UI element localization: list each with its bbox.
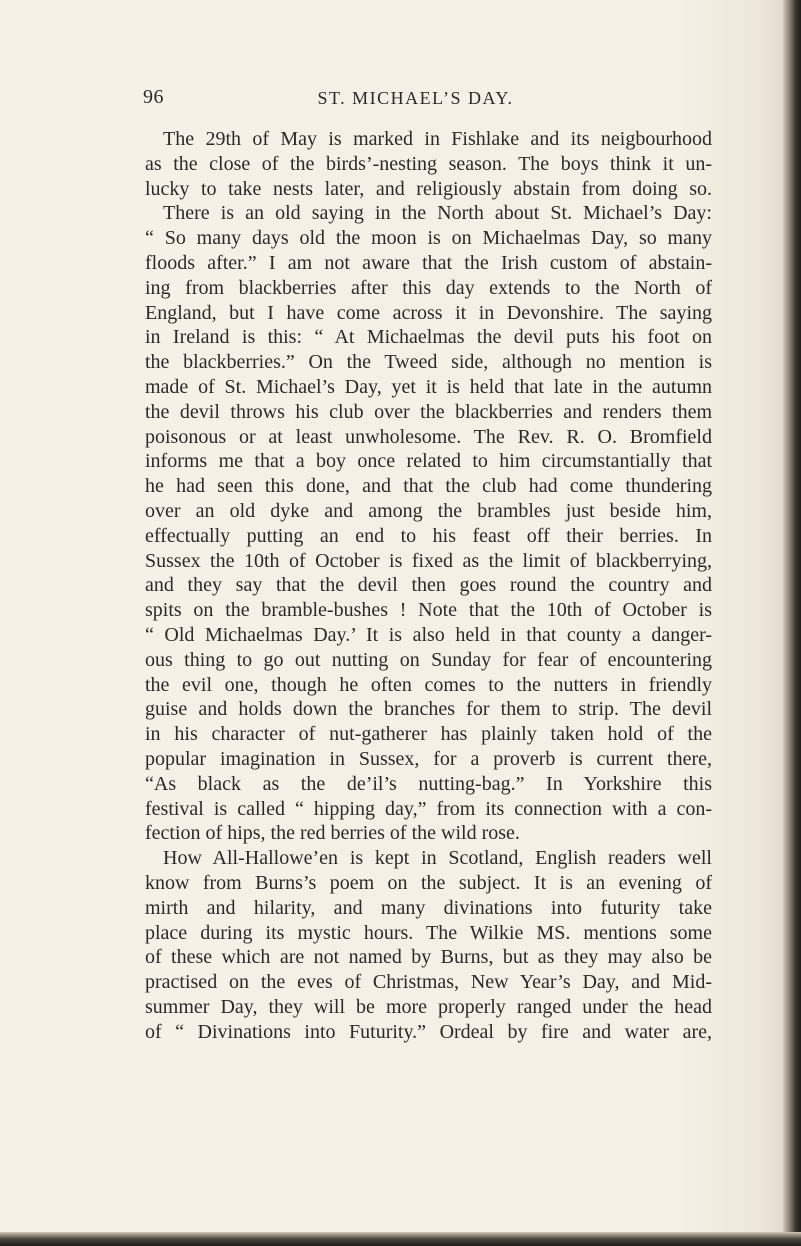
text-line: of these which are not named by Burns, but as they may also be bbox=[145, 946, 712, 969]
text-line: in Ireland is this: “ At Michaelmas the devil puts his foot on bbox=[145, 326, 712, 349]
text-line: place during its mystic hours. The Wilkie MS. mentions some bbox=[145, 921, 712, 944]
text-line: lucky to take nests later, and religiously abstain from doing so. bbox=[145, 177, 712, 200]
book-spine-shadow bbox=[783, 0, 801, 1246]
text-line: fection of hips, the red berries of the wild rose. bbox=[145, 822, 520, 845]
text-line: the devil throws his club over the blackberries and renders them bbox=[145, 400, 712, 423]
text-line: he had seen this done, and that the club had come thundering bbox=[145, 475, 712, 498]
page-number: 96 bbox=[143, 86, 164, 108]
text-line: popular imagination in Sussex, for a proverb is current there, bbox=[145, 747, 712, 770]
running-head: ST. MICHAEL’S DAY. bbox=[317, 88, 514, 108]
text-line: poisonous or at least unwholesome. The Rev. R. O. Bromfield bbox=[145, 425, 712, 448]
text-line: The 29th of May is marked in Fishlake and its neigbourhood bbox=[163, 128, 712, 150]
text-line: There is an old saying in the North about St. Michael’s Day: bbox=[163, 202, 712, 225]
text-line: of “ Divinations into Futurity.” Ordeal by fire and water are, bbox=[145, 1020, 712, 1043]
text-line: festival is called “ hipping day,” from its connection with a con- bbox=[145, 797, 712, 820]
text-line: How All-Hallowe’en is kept in Scotland, English readers well bbox=[163, 847, 712, 870]
text-line: made of St. Michael’s Day, yet it is held that late in the autumn bbox=[145, 375, 712, 398]
text-line: ous thing to go out nutting on Sunday for fear of encountering bbox=[145, 648, 712, 671]
text-line: “ Old Michaelmas Day.’ It is also held in that county a danger- bbox=[145, 623, 712, 646]
page-bottom-edge bbox=[0, 1232, 801, 1246]
text-line: “As black as the de’il’s nutting-bag.” In Yorkshire this bbox=[145, 772, 712, 795]
text-line: effectually putting an end to his feast off their berries. In bbox=[145, 524, 712, 547]
text-line: know from Burns’s poem on the subject. It is an evening of bbox=[145, 871, 712, 894]
text-line: England, but I have come across it in Devonshire. The saying bbox=[145, 301, 712, 324]
text-line: guise and holds down the branches for them to strip. The devil bbox=[145, 698, 712, 721]
text-line: over an old dyke and among the brambles just beside him, bbox=[145, 499, 712, 522]
text-line: ing from blackberries after this day extends to the North of bbox=[145, 276, 712, 299]
text-line: floods after.” I am not aware that the Irish custom of abstain- bbox=[145, 251, 712, 274]
text-line: “ So many days old the moon is on Michaelmas Day, so many bbox=[145, 227, 712, 250]
text-line: as the close of the birds’-nesting season. The boys think it un- bbox=[145, 152, 712, 175]
text-line: summer Day, they will be more properly ranged under the head bbox=[145, 995, 712, 1018]
text-line: spits on the bramble-bushes ! Note that the 10th of October is bbox=[145, 599, 712, 622]
text-line: the blackberries.” On the Tweed side, although no mention is bbox=[145, 351, 712, 374]
text-line: and they say that the devil then goes round the country and bbox=[145, 574, 712, 597]
text-line: the evil one, though he often comes to the nutters in friendly bbox=[145, 673, 712, 696]
text-line: informs me that a boy once related to him circumstantially that bbox=[145, 450, 712, 473]
text-line: in his character of nut-gatherer has plainly taken hold of the bbox=[145, 723, 712, 746]
body-text bbox=[145, 127, 712, 1044]
text-line: Sussex the 10th of October is fixed as the limit of blackberrying, bbox=[145, 549, 712, 572]
text-line: mirth and hilarity, and many divinations into futurity take bbox=[145, 896, 712, 919]
text-line: practised on the eves of Christmas, New Year’s Day, and Mid- bbox=[145, 971, 712, 994]
